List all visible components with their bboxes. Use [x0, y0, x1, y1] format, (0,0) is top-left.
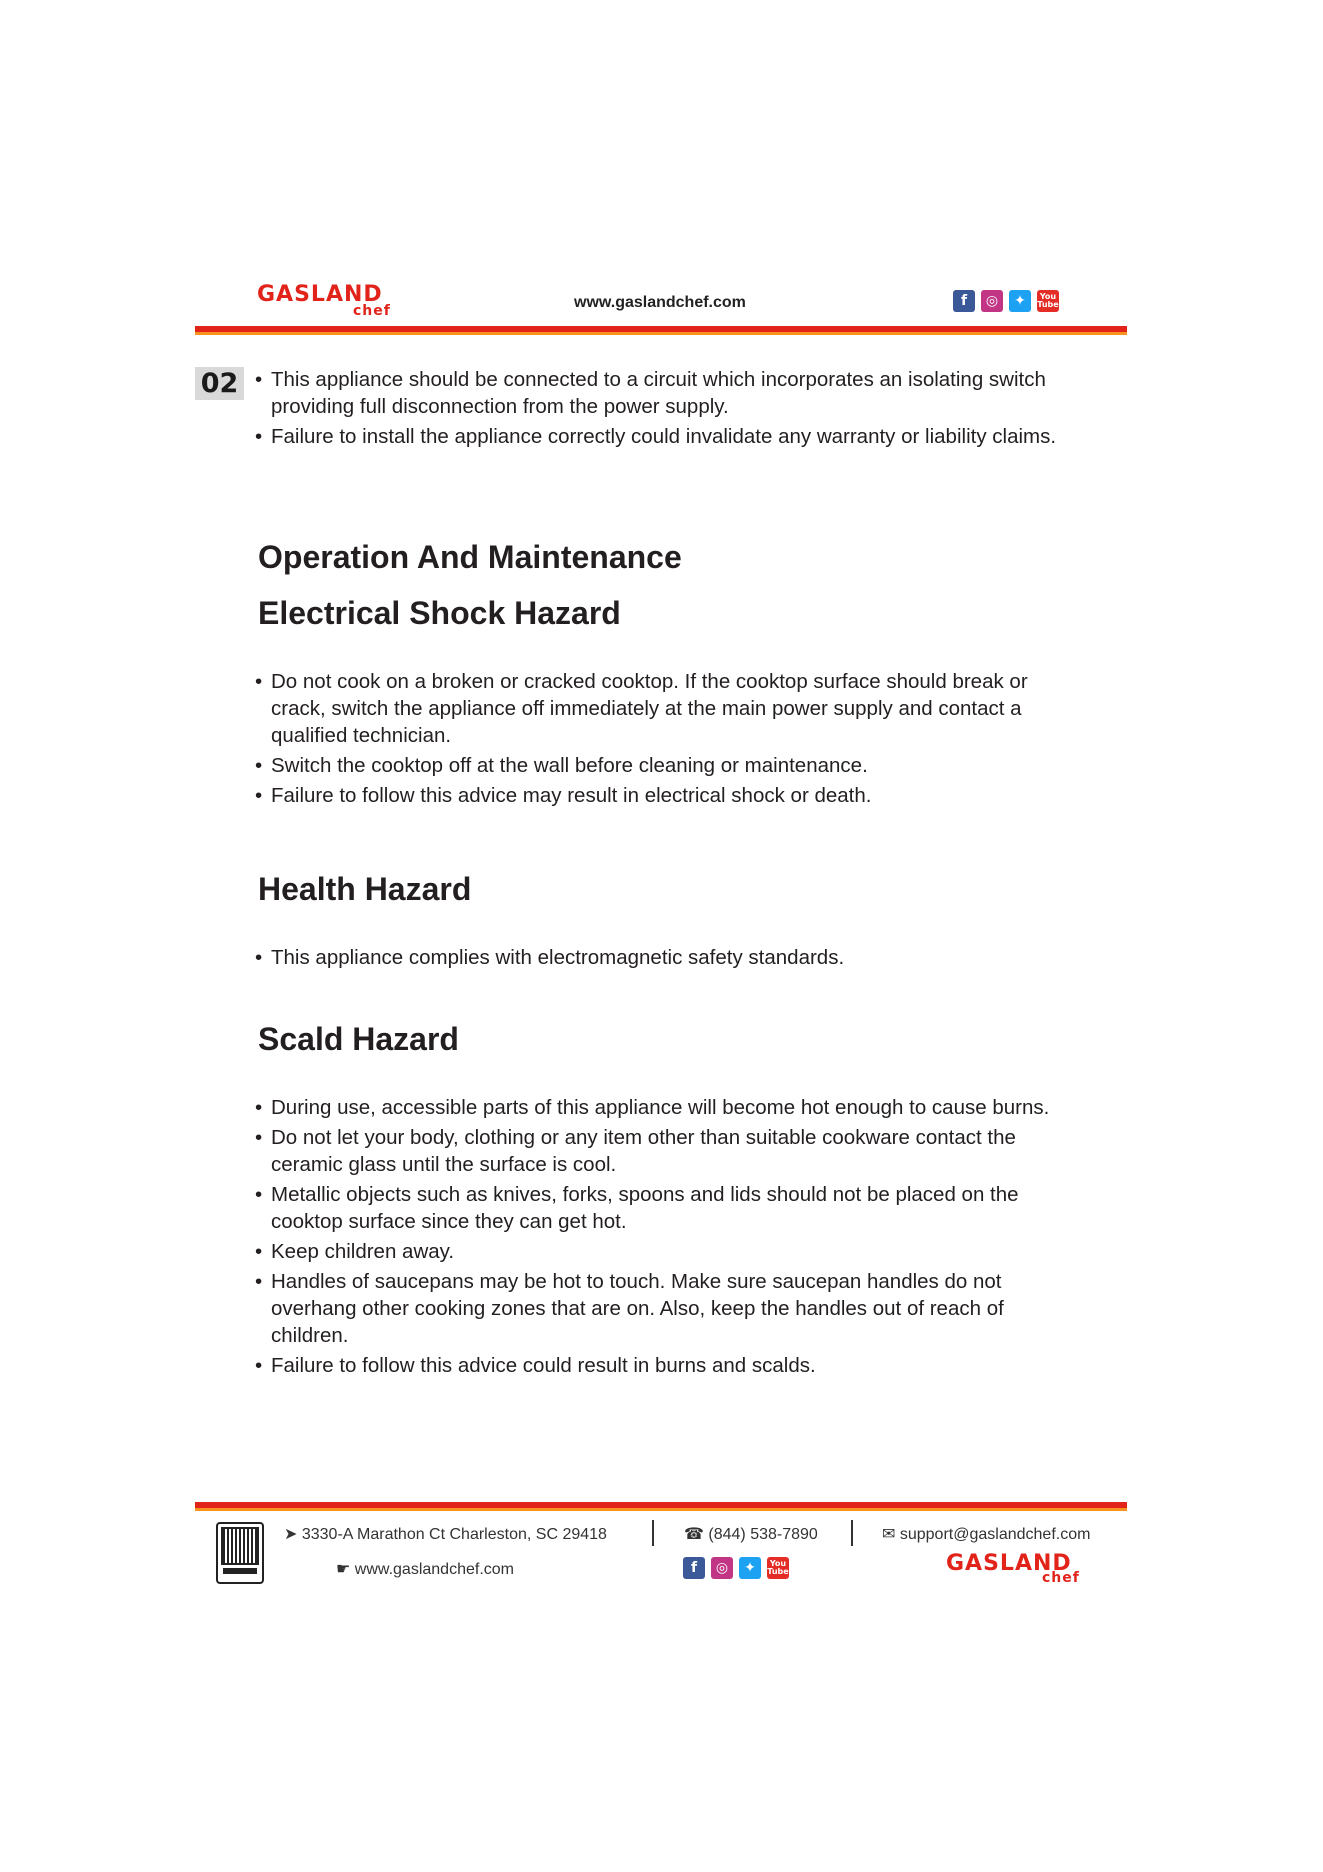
scald-bullet-list [255, 1094, 1085, 1382]
youtube-icon[interactable]: You Tube [1037, 290, 1059, 312]
header-social-icons [953, 290, 1059, 312]
address-text: 3330-A Marathon Ct Charleston, SC 29418 [301, 1526, 607, 1543]
footer-website[interactable] [336, 1559, 514, 1579]
logo-text: GASLAND [257, 282, 383, 307]
page-number: 02 [195, 367, 244, 400]
section-title-electrical: Electrical Shock Hazard [258, 595, 621, 631]
list-item: • Keep children away. [255, 1238, 1085, 1265]
location-arrow-icon: ➤ [284, 1526, 298, 1543]
list-item: • This appliance should be connected to a circuit which incorporates an isolating switch providing full disconnection from the power supply. [255, 366, 1085, 420]
phone-icon: ☎ [684, 1526, 704, 1543]
electrical-bullet-list [255, 668, 1085, 812]
section-title-health: Health Hazard [258, 871, 472, 907]
section-title-operation: Operation And Maintenance [258, 539, 682, 575]
logo-text: GASLAND [946, 1551, 1072, 1576]
footer-brand-logo [946, 1553, 1086, 1589]
list-item: • Do not let your body, clothing or any item other than suitable cookware contact the ceramic glass until the surface is cool. [255, 1124, 1085, 1178]
facebook-icon[interactable]: f [953, 290, 975, 312]
brand-logo [257, 284, 397, 320]
email-text: support@gaslandchef.com [899, 1526, 1091, 1543]
web-cursor-icon: ☛ [336, 1561, 351, 1578]
footer-social-icons [683, 1557, 789, 1579]
instagram-icon[interactable]: ◎ [981, 290, 1003, 312]
section-title-scald: Scald Hazard [258, 1021, 459, 1057]
qr-pattern [223, 1529, 257, 1563]
list-item: • Metallic objects such as knives, forks, spoons and lids should not be placed on the cooktop surface since they can get hot. [255, 1181, 1085, 1235]
list-item: • Failure to follow this advice may result in electrical shock or death. [255, 782, 1085, 809]
health-bullet-list [255, 944, 1085, 974]
header-website[interactable]: www.gaslandchef.com [574, 294, 746, 311]
facebook-icon[interactable]: f [683, 1557, 705, 1579]
logo-sub-text: chef [353, 303, 391, 319]
footer-email[interactable] [882, 1524, 1090, 1544]
qr-bar [223, 1568, 257, 1574]
logo-sub-text: chef [1042, 1570, 1080, 1586]
mail-icon: ✉ [882, 1526, 896, 1543]
list-item: • Failure to install the appliance correctly could invalidate any warranty or liability claims. [255, 423, 1085, 450]
instagram-icon[interactable]: ◎ [711, 1557, 733, 1579]
list-item: • Handles of saucepans may be hot to touch. Make sure saucepan handles do not overhang other cooking zones that are on. Also, keep the handles out of reach of children. [255, 1268, 1085, 1349]
list-item: • This appliance complies with electromagnetic safety standards. [255, 944, 1085, 971]
footer-address [284, 1524, 607, 1544]
footer-rule-orange [195, 1508, 1127, 1511]
list-item: • Switch the cooktop off at the wall before cleaning or maintenance. [255, 752, 1085, 779]
youtube-icon[interactable]: You Tube [767, 1557, 789, 1579]
list-item: • Do not cook on a broken or cracked cooktop. If the cooktop surface should break or crack, switch the appliance off immediately at the main power supply and contact a qualified technician. [255, 668, 1085, 749]
twitter-icon[interactable]: ✦ [739, 1557, 761, 1579]
list-item: • Failure to follow this advice could result in burns and scalds. [255, 1352, 1085, 1379]
qr-code[interactable] [216, 1522, 264, 1584]
twitter-icon[interactable]: ✦ [1009, 290, 1031, 312]
phone-text: (844) 538-7890 [708, 1526, 818, 1543]
intro-bullet-list [255, 366, 1085, 453]
website-text: www.gaslandchef.com [354, 1561, 514, 1578]
footer-phone[interactable] [684, 1524, 818, 1544]
footer-divider [851, 1520, 853, 1546]
list-item: • During use, accessible parts of this appliance will become hot enough to cause burns. [255, 1094, 1085, 1121]
header-rule-orange [195, 332, 1127, 335]
footer-divider [652, 1520, 654, 1546]
